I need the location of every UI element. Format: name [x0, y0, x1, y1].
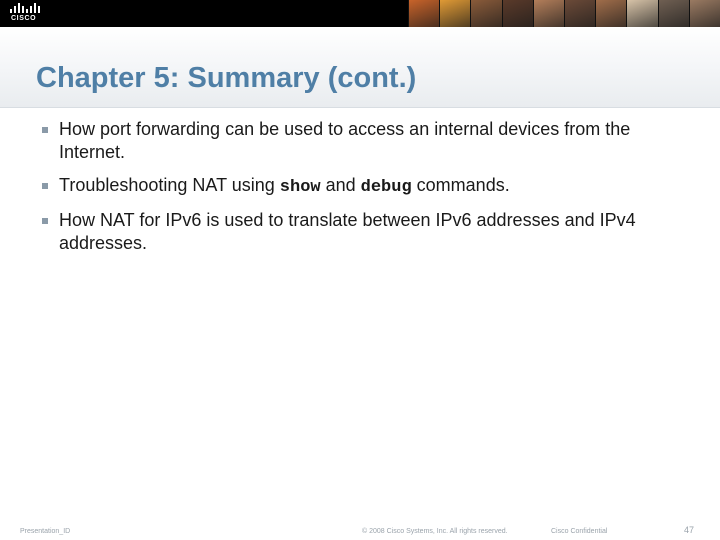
bullet-text: Troubleshooting NAT using — [59, 175, 280, 195]
footer-copyright: © 2008 Cisco Systems, Inc. All rights reserved. — [362, 528, 508, 535]
footer-presentation-id: Presentation_ID — [20, 528, 71, 535]
header-photo — [439, 0, 470, 27]
footer-confidential: Cisco Confidential — [551, 528, 608, 535]
header-photo — [533, 0, 564, 27]
bullet-text: How port forwarding can be used to access an internal devices from the Internet. — [59, 119, 631, 162]
header-photo — [470, 0, 501, 27]
bullet-item-troubleshooting — [42, 174, 682, 199]
command-show: show — [279, 178, 321, 197]
header-bar — [0, 0, 720, 27]
header-photo — [626, 0, 657, 27]
slide-title: Chapter 5: Summary (cont.) — [36, 62, 417, 94]
cisco-logo — [9, 3, 43, 23]
bullet-list — [42, 118, 682, 265]
header-photo — [689, 0, 720, 27]
bullet-square-icon — [42, 127, 48, 133]
header-photo — [564, 0, 595, 27]
header-photo-strip — [408, 0, 720, 27]
bullet-item-nat-ipv6 — [42, 209, 682, 255]
title-divider — [0, 107, 720, 108]
bullet-item-port-forwarding — [42, 118, 682, 164]
header-photo — [658, 0, 689, 27]
header-photo — [502, 0, 533, 27]
command-debug: debug — [360, 178, 412, 197]
page-number: 47 — [684, 525, 695, 535]
cisco-logo-text: CISCO — [11, 15, 37, 22]
bullet-text: How NAT for IPv6 is used to translate between IPv6 addresses and IPv4 addresses. — [59, 210, 636, 253]
header-photo — [408, 0, 439, 27]
cisco-bars-icon — [9, 3, 43, 14]
bullet-square-icon — [42, 183, 48, 189]
bullet-text: and — [320, 175, 361, 195]
header-photo — [595, 0, 626, 27]
bullet-text: commands. — [411, 175, 510, 195]
bullet-square-icon — [42, 218, 48, 224]
